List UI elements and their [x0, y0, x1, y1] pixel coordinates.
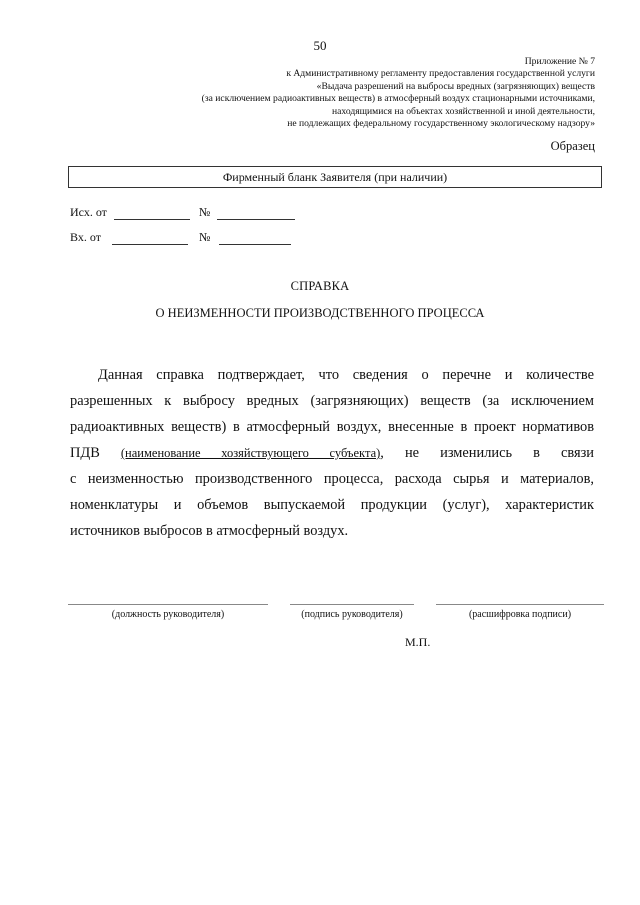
- body-line: с неизменностью производственного процесса, расхода сырья и материалов,: [70, 471, 594, 487]
- decoding-caption: (расшифровка подписи): [468, 609, 572, 620]
- page-number: 50: [313, 38, 327, 53]
- outgoing-date-blank: [114, 207, 190, 220]
- stamp-label: М.П.: [405, 635, 431, 649]
- letterhead-box: [68, 166, 602, 188]
- sample-label: Образец: [550, 139, 595, 153]
- entity-name-placeholder: (наименование хозяйствующего субъекта): [120, 446, 381, 460]
- outgoing-number-blank: [217, 207, 295, 220]
- appendix-line: (за исключением радиоактивных веществ) в атмосферный воздух стационарными источниками,: [201, 93, 595, 105]
- outgoing-number-sign: №: [198, 205, 211, 219]
- incoming-ref-label: Вх. от: [70, 230, 101, 244]
- appendix-line: не подлежащих федеральному государственному экологическому надзору»: [287, 118, 595, 130]
- letterhead-label: Фирменный бланк Заявителя (при наличии): [222, 170, 448, 184]
- body-line: номенклатуры и объемов выпускаемой продукции (услуг), характеристик: [70, 497, 594, 513]
- position-signature-line: [68, 604, 268, 605]
- appendix-line: Приложение № 7: [524, 56, 595, 67]
- body-line: Данная справка подтверждает, что сведения о перечне и количестве: [98, 367, 594, 383]
- appendix-header: [75, 56, 595, 130]
- body-line: разрешенных к выбросу вредных (загрязняющих) веществ (за исключением: [70, 393, 594, 409]
- document-subtitle: О НЕИЗМЕННОСТИ ПРОИЗВОДСТВЕННОГО ПРОЦЕССА: [155, 306, 485, 320]
- decoding-signature-line: [436, 604, 604, 605]
- pdv-label: ПДВ: [70, 445, 100, 461]
- incoming-number-sign: №: [198, 230, 211, 244]
- signature-caption: (подпись руководителя): [301, 609, 403, 620]
- appendix-line: находящимися на объектах хозяйственной и иной деятельности,: [332, 105, 595, 117]
- body-line: радиоактивных веществ) в атмосферный воздух, внесенные в проект нормативов: [70, 419, 594, 435]
- appendix-line: «Выдача разрешений на выбросы вредных (загрязняющих) веществ: [316, 80, 595, 92]
- body-line: источников выбросов в атмосферный воздух.: [70, 523, 349, 539]
- incoming-ref-row: [70, 230, 291, 245]
- outgoing-ref-label: Исх. от: [70, 205, 107, 219]
- incoming-date-blank: [112, 232, 188, 245]
- signature-line: [290, 604, 414, 605]
- document-title: СПРАВКА: [290, 279, 350, 293]
- incoming-number-blank: [219, 232, 291, 245]
- position-caption: (должность руководителя): [111, 609, 225, 620]
- body-line-pdv: [70, 444, 594, 462]
- appendix-line: к Административному регламенту предоставления государственной услуги: [286, 68, 595, 80]
- outgoing-ref-row: [70, 205, 295, 220]
- pdv-line-end: , не изменились в связи: [380, 445, 594, 461]
